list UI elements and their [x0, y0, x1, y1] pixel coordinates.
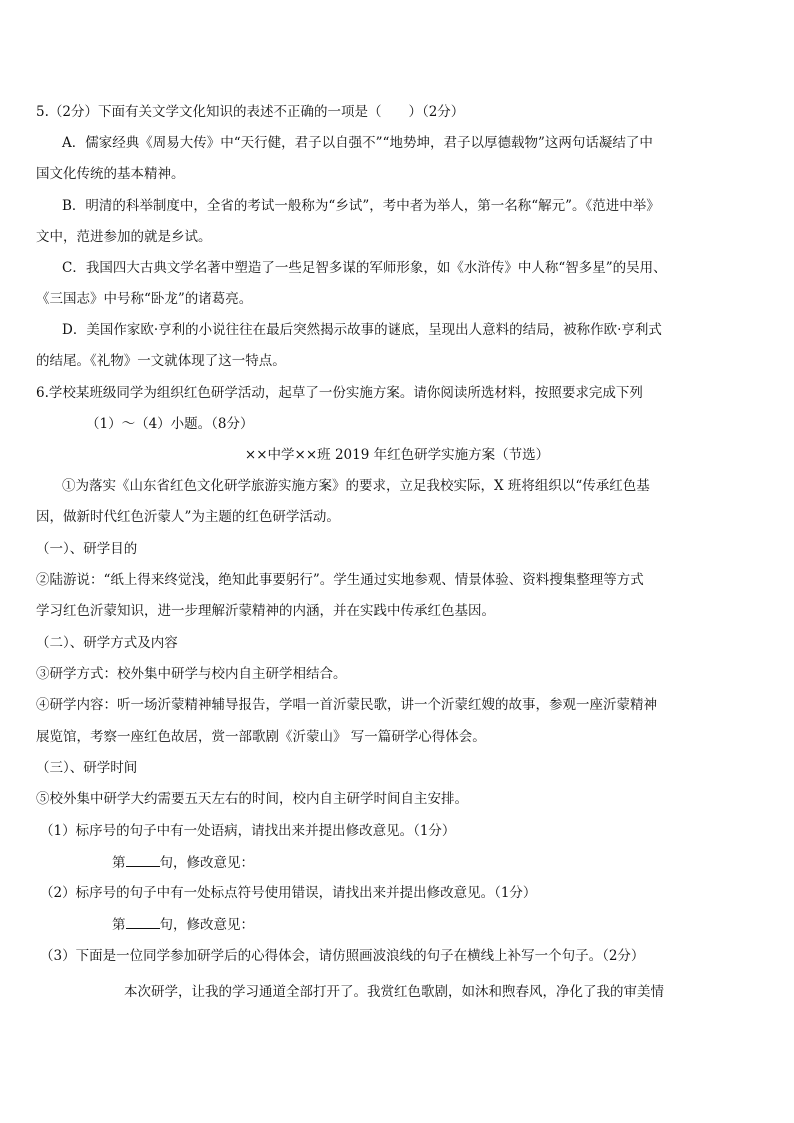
q5-option-b-line-1: B．明清的科举制度中，全省的考试一般称为“乡试”，考中者为举人，第一名称“解元”。《范进中举》 — [62, 198, 660, 214]
answer-1-suffix: 句，修改意见： — [159, 855, 254, 871]
plan-paragraph-1-line-1: ①为落实《山东省红色文化研学旅游实施方案》的要求，立足我校实际，X 班将组织以“传承红色基 — [62, 478, 650, 494]
q5-option-d-line-1: D．美国作家欧·亨利的小说往往在最后突然揭示故事的谜底，呈现出人意料的结局，被称作欧·亨利式 — [62, 322, 662, 338]
q5-option-b-line-2: 文中，范进参加的就是乡试。 — [36, 229, 212, 245]
sub-question-2: （2）标序号的句子中有一处标点符号使用错误，请找出来并提出修改意见。（1分） — [40, 885, 537, 901]
q5-option-a-line-2: 国文化传统的基本精神。 — [36, 166, 185, 182]
plan-paragraph-3: ③研学方式：校外集中研学与校内自主研学相结合。 — [36, 666, 347, 682]
answer-2-prefix: 第 — [112, 917, 126, 933]
plan-heading-method: （二）、研学方式及内容 — [36, 635, 178, 651]
sub-question-1: （1）标序号的句子中有一处语病，请找出来并提出修改意见。（1分） — [40, 823, 456, 839]
q5-option-d-line-2: 的结尾。《礼物》一文就体现了这一特点。 — [36, 353, 286, 369]
plan-heading-purpose: （一）、研学目的 — [36, 541, 138, 557]
q5-option-c-line-2: 《三国志》中号称“卧龙”的诸葛亮。 — [36, 291, 253, 307]
question-6-stem-line-1: 6.学校某班级同学为组织红色研学活动，起草了一份实施方案。请你阅读所选材料，按照要求完成下列 — [36, 385, 643, 401]
plan-paragraph-4-line-2: 展览馆，考察一座红色故居，赏一部歌剧《沂蒙山》 写一篇研学心得体会。 — [36, 729, 486, 745]
plan-paragraph-2-line-1: ②陆游说：“纸上得来终觉浅，绝知此事要躬行”。学生通过实地参观、情景体验、资料搜集整理等方式 — [36, 572, 644, 588]
plan-title: ××中学××班 2019 年红色研学实施方案（节选） — [244, 447, 550, 463]
q5-option-a-line-1: A．儒家经典《周易大传》中“天行健，君子以自强不”“地势坤，君子以厚德载物”这两句话凝结了中 — [62, 135, 653, 151]
plan-paragraph-5: ⑤校外集中研学大约需要五天左右的时间，校内自主研学时间自主安排。 — [36, 791, 468, 807]
reflection-paragraph: 本次研学，让我的学习通道全部打开了。我赏红色歌剧，如沐和煦春风，净化了我的审美情 — [124, 984, 664, 1000]
answer-1-blank[interactable] — [126, 852, 160, 867]
q5-option-c-line-1: C．我国四大古典文学名著中塑造了一些足智多谋的军师形象，如《水浒传》中人称“智多星”的吴用、 — [62, 260, 667, 276]
question-5-stem: 5.（2分）下面有关文学文化知识的表述不正确的一项是（ ）（2分） — [36, 104, 465, 120]
answer-1-prefix: 第 — [112, 855, 126, 871]
question-6-stem-line-2: （1）～（4）小题。（8分） — [86, 416, 254, 432]
sub-question-2-answer-line — [112, 914, 254, 935]
plan-paragraph-2-line-2: 学习红色沂蒙知识，进一步理解沂蒙精神的内涵，并在实践中传承红色基因。 — [36, 603, 495, 619]
answer-2-blank[interactable] — [126, 914, 160, 929]
plan-heading-time: （三）、研学时间 — [36, 760, 138, 776]
sub-question-1-answer-line — [112, 852, 254, 873]
answer-2-suffix: 句，修改意见： — [159, 917, 254, 933]
plan-paragraph-1-line-2: 因，做新时代红色沂蒙人”为主题的红色研学活动。 — [36, 509, 340, 525]
sub-question-3: （3）下面是一位同学参加研学后的心得体会，请仿照画波浪线的句子在横线上补写一个句子。（2分） — [40, 948, 645, 964]
plan-paragraph-4-line-1: ④研学内容：听一场沂蒙精神辅导报告，学唱一首沂蒙民歌，讲一个沂蒙红嫂的故事，参观一座沂蒙精神 — [36, 697, 657, 713]
